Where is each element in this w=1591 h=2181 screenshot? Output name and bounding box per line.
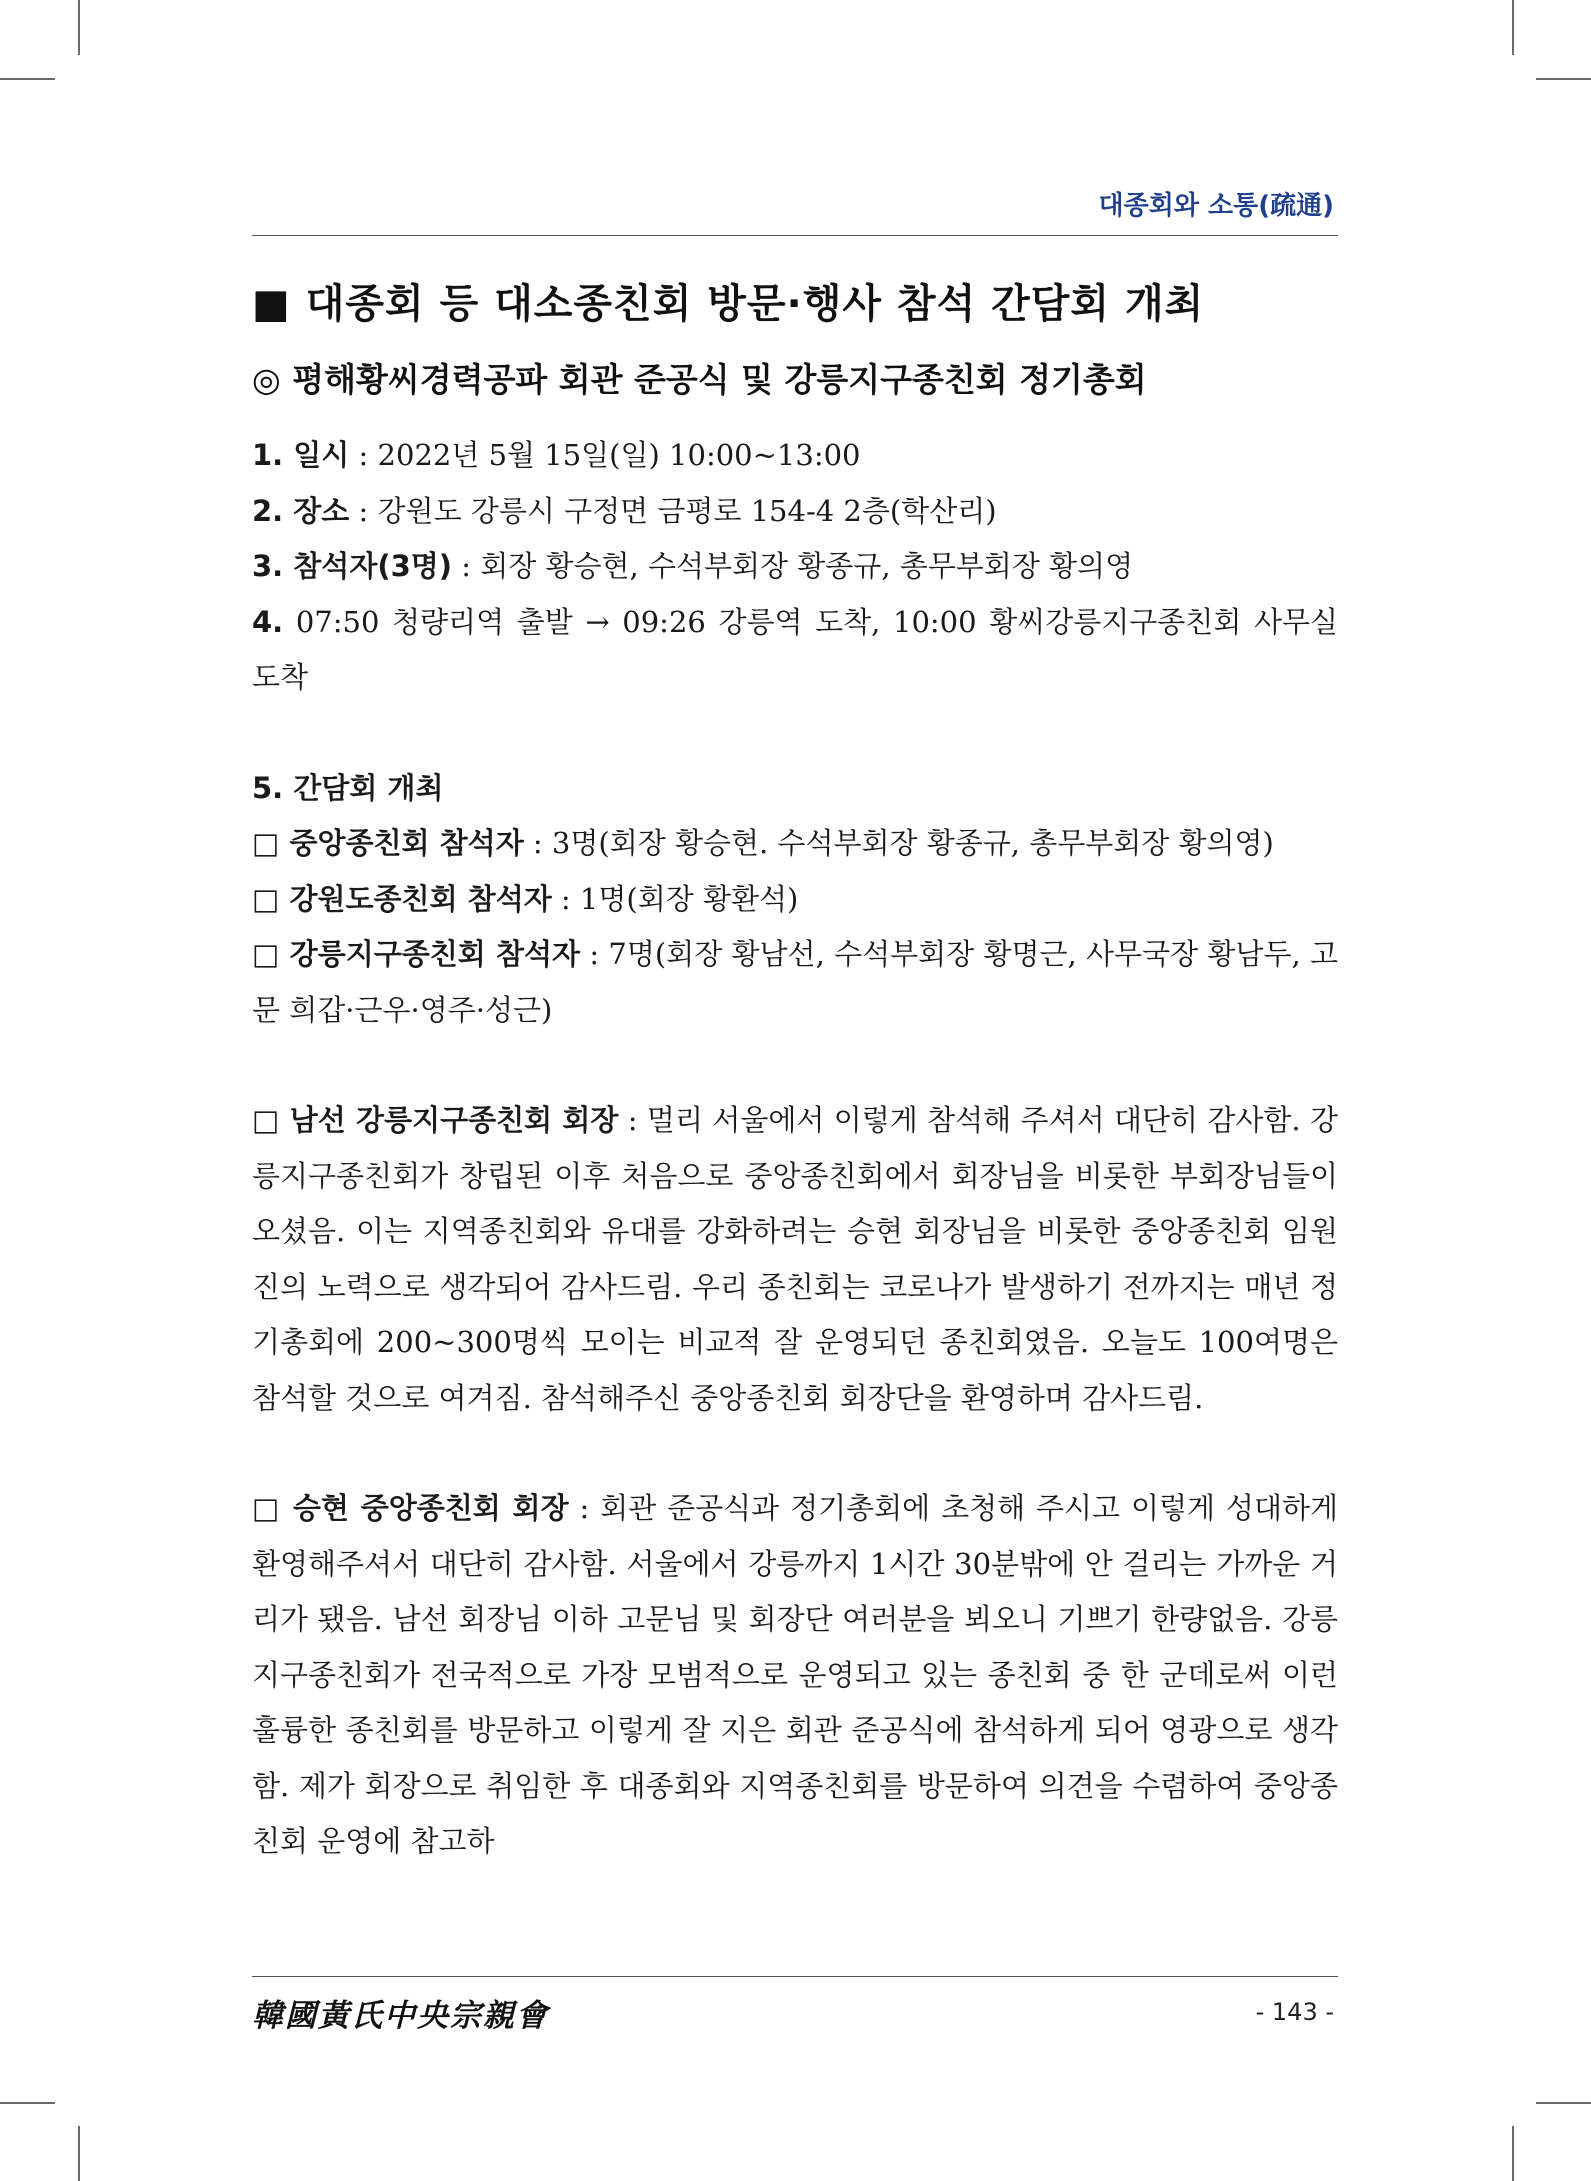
page-number: - 143 -: [1255, 1998, 1334, 2026]
item-text: 강원도 강릉시 구정면 금평로 154-4 2층(학산리): [377, 493, 997, 528]
attendee-label: □ 중앙종친회 참석자: [252, 826, 524, 860]
attendee-central: [252, 816, 1338, 872]
crop-mark: [1512, 0, 1514, 55]
crop-mark: [0, 78, 55, 80]
info-item-schedule: [252, 595, 1338, 706]
running-head: 대종회와 소통(疏通): [1098, 191, 1334, 221]
item-label: 1. 일시: [252, 438, 350, 472]
crop-mark: [0, 2102, 55, 2104]
crop-mark: [1536, 78, 1591, 80]
item-label: 4.: [252, 604, 284, 639]
section-heading-text: 5. 간담회 개최: [252, 770, 444, 805]
speech-text: : 멀리 서울에서 이렇게 참석해 주셔서 대단히 감사함. 강릉지구종친회가 창립된 이후 처음으로 중앙종친회에서 회장님을 비롯한 부회장님들이 오셨음. 이는 지역종친회와 유대를 강화하려는 승현 회장님을 비롯한 중앙종친회 임원진의 노력으로 생각되어 감사드림. 우리 종친회는 코로나가 발생하기 전까지는 매년 정기총회에 200~300명씩 모이는 비교적 잘 운영되던 종친회였음. 오늘도 100여명은 참석할 것으로 여겨짐. 참석해주신 중앙종친회 회장단을 환영하며 감사드림.: [252, 1103, 1339, 1415]
attendee-text: : 1명(회장 황환석): [551, 881, 799, 916]
item-text: 07:50 청량리역 출발 → 09:26 강릉역 도착, 10:00 황씨강릉지구종친회 사무실 도착: [252, 604, 1338, 694]
spacer: [252, 1038, 1338, 1093]
attendee-gangwon: [252, 872, 1338, 928]
speaker-label: □ 남선 강릉지구종친회 회장: [252, 1103, 619, 1137]
page-title: ■ 대종회 등 대소종친회 방문·행사 참석 간담회 개최: [252, 281, 1205, 327]
section-heading: [252, 761, 1338, 817]
speaker-label: □ 승현 중앙종친회 회장: [252, 1491, 569, 1525]
item-label: 2. 장소: [252, 493, 350, 528]
header-rule: [252, 235, 1338, 236]
attendee-label: □ 강원도종친회 참석자: [252, 881, 552, 916]
crop-mark: [78, 2126, 80, 2181]
item-sep: [283, 605, 296, 639]
item-label: 3. 참석자(3명): [252, 549, 453, 583]
section-subtitle: ◎ 평해황씨경력공파 회관 준공식 및 강릉지구종친회 정기총회: [252, 360, 1147, 399]
item-text: 2022년 5월 15일(일) 10:00~13:00: [377, 438, 861, 472]
attendee-text: : 3명(회장 황승현. 수석부회장 황종규, 총무부회장 황의영): [523, 826, 1274, 860]
document-body: [252, 428, 1338, 1870]
info-item-date: [252, 428, 1338, 484]
item-text: 회장 황승현, 수석부회장 황종규, 총무부회장 황의영: [480, 549, 1134, 583]
item-sep: :: [349, 438, 378, 472]
info-item-place: [252, 484, 1338, 540]
item-sep: :: [349, 493, 378, 528]
attendee-text: : 7명(회장 황남선, 수석부회장 황명근, 사무국장 황남두, 고문 희갑·근우·영주·성근): [252, 937, 1338, 1027]
attendee-label: □ 강릉지구종친회 참석자: [252, 937, 581, 971]
page-footer: [252, 1976, 1338, 2047]
footer-row: [252, 1977, 1338, 2047]
crop-mark: [78, 0, 80, 55]
speech-text: : 회관 준공식과 정기총회에 초청해 주시고 이렇게 성대하게 환영해주셔서 대단히 감사함. 서울에서 강릉까지 1시간 30분밖에 안 걸리는 가까운 거리가 됐음. 남선 회장님 이하 고문님 및 회장단 여러분을 뵈오니 기쁘기 한량없음. 강릉지구종친회가 전국적으로 가장 모범적으로 운영되고 있는 종친회 중 한 군데로써 이런 훌륭한 종친회를 방문하고 이렇게 잘 지은 회관 준공식에 참석하게 되어 영광으로 생각함. 제가 회장으로 취임한 후 대종회와 지역종친회를 방문하여 의견을 수렴하여 중앙종친회 운영에 참고하: [252, 1491, 1338, 1858]
spacer: [252, 706, 1338, 761]
item-sep: :: [452, 549, 481, 583]
crop-mark: [1536, 2102, 1591, 2104]
spacer: [252, 1426, 1338, 1481]
speech-namseon: [252, 1093, 1338, 1426]
speech-seunghyeon: [252, 1481, 1338, 1870]
attendee-gangneung: [252, 927, 1338, 1038]
info-item-attendees: [252, 539, 1338, 595]
page-body: [252, 185, 1338, 1870]
organization-name: 韓國黃氏中央宗親會: [252, 1997, 549, 2034]
crop-mark: [1512, 2126, 1514, 2181]
